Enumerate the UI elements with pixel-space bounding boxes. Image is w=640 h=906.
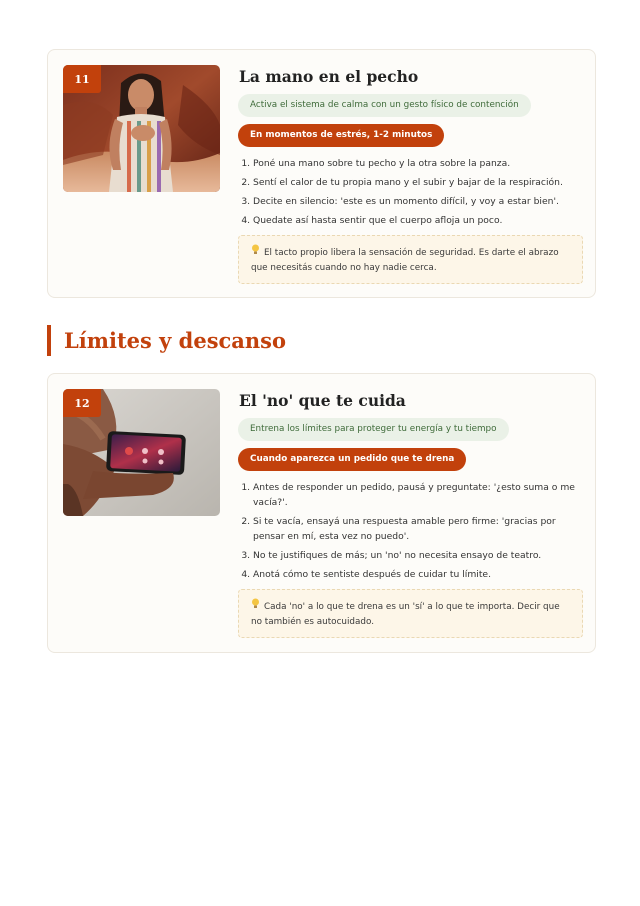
exercise-title: El 'no' que te cuida [239, 391, 406, 410]
exercise-card [47, 373, 596, 653]
lightbulb-icon [251, 598, 261, 615]
step-item: 4. Quedate así hasta sentir que el cuerpo afloja un poco. [253, 213, 583, 228]
exercise-subtitle-pill: Entrena los límites para proteger tu energía y tu tiempo [238, 418, 509, 441]
step-item: 4. Anotá cómo te sentiste después de cuidar tu límite. [253, 567, 583, 582]
exercise-title: La mano en el pecho [239, 67, 419, 86]
lightbulb-icon [251, 244, 261, 261]
exercise-number-badge: 12 [63, 389, 101, 417]
step-item: 2. Sentí el calor de tu propia mano y el subir y bajar de la respiración. [253, 175, 583, 190]
exercise-card [47, 49, 596, 298]
exercise-subtitle-pill: Activa el sistema de calma con un gesto físico de contención [238, 94, 531, 117]
section-title: Límites y descanso [47, 325, 286, 356]
tip-text: Cada 'no' a lo que te drena es un 'sí' a lo que te importa. Decir que no también es autocuidado. [251, 602, 560, 627]
exercise-content [238, 66, 583, 284]
tip-text: El tacto propio libera la sensación de seguridad. Es darte el abrazo que necesitás cuando no hay nadie cerca. [251, 248, 559, 273]
step-item: 1. Poné una mano sobre tu pecho y la otra sobre la panza. [253, 156, 583, 171]
step-item: 1. Antes de responder un pedido, pausá y preguntate: '¿esto suma o me vacía?'. [253, 480, 583, 510]
exercise-tip [238, 235, 583, 284]
exercise-tip [238, 589, 583, 638]
step-item: 3. Decite en silencio: 'este es un momento difícil, y voy a estar bien'. [253, 194, 583, 209]
exercise-photo [63, 65, 220, 192]
exercise-photo [63, 389, 220, 516]
step-item: 3. No te justifiques de más; un 'no' no necesita ensayo de teatro. [253, 548, 583, 563]
step-item: 2. Si te vacía, ensayá una respuesta amable pero firme: 'gracias por pensar en mí, esta vez no puedo'. [253, 514, 583, 544]
exercise-steps [238, 156, 583, 228]
exercise-when-pill: Cuando aparezca un pedido que te drena [238, 448, 466, 471]
exercise-content [238, 390, 583, 638]
exercise-number-badge: 11 [63, 65, 101, 93]
exercise-when-pill: En momentos de estrés, 1-2 minutos [238, 124, 444, 147]
exercise-steps [238, 480, 583, 582]
